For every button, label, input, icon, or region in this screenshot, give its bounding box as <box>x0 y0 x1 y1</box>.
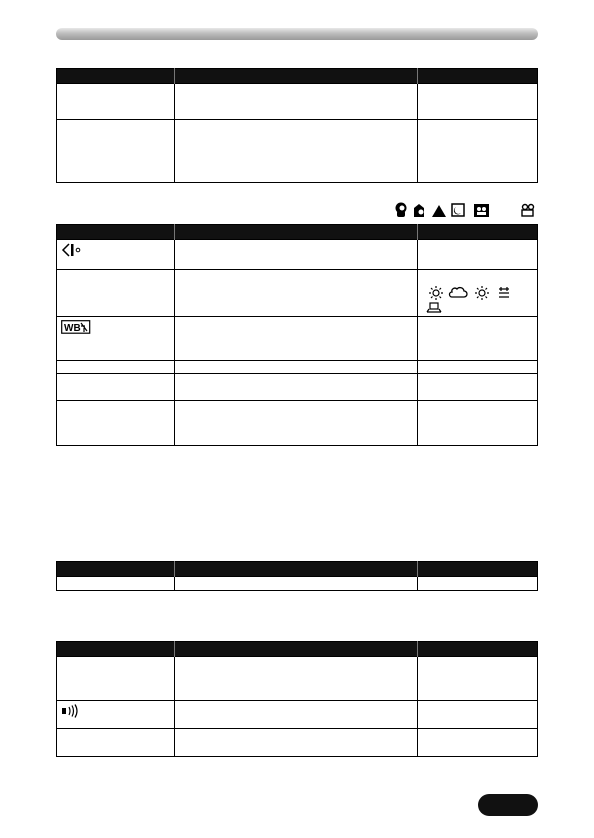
table-row <box>57 240 538 270</box>
self-portrait-icon <box>474 204 489 217</box>
table-row <box>57 577 538 591</box>
table-row <box>57 84 538 120</box>
settings-table-2 <box>56 224 538 446</box>
shooting-mode-icons <box>394 202 538 218</box>
table-row <box>57 657 538 701</box>
table-header-row <box>57 225 538 240</box>
settings-table-3 <box>56 561 538 591</box>
svg-text:WB: WB <box>64 323 81 334</box>
table-row <box>57 374 538 401</box>
header-bar <box>56 28 538 40</box>
table-row <box>57 317 538 361</box>
table-row <box>57 270 538 317</box>
table-row <box>57 401 538 446</box>
table-row <box>57 361 538 374</box>
white-balance-icons <box>422 273 532 313</box>
landscape-icon <box>432 205 446 217</box>
table-row <box>57 701 538 729</box>
movie-icon <box>522 205 534 217</box>
settings-table-1 <box>56 68 538 183</box>
custom-wb-icon <box>427 303 441 312</box>
beep-icon <box>61 704 81 721</box>
settings-table-4 <box>56 641 538 757</box>
sunny-icon <box>429 286 443 300</box>
cloudy-icon <box>449 288 467 297</box>
tungsten-icon <box>475 286 489 300</box>
fluorescent-icon <box>499 287 509 297</box>
table-header-row <box>57 642 538 657</box>
landscape-portrait-icon <box>414 204 424 217</box>
focus-icon <box>61 243 85 260</box>
night-scene-icon <box>452 204 464 216</box>
table-row <box>57 120 538 183</box>
white-balance-compensation-icon <box>61 320 91 337</box>
table-row <box>57 729 538 757</box>
page-number-tab <box>478 794 538 816</box>
table-header-row <box>57 69 538 84</box>
portrait-icon <box>396 203 407 218</box>
table-header-row <box>57 562 538 577</box>
